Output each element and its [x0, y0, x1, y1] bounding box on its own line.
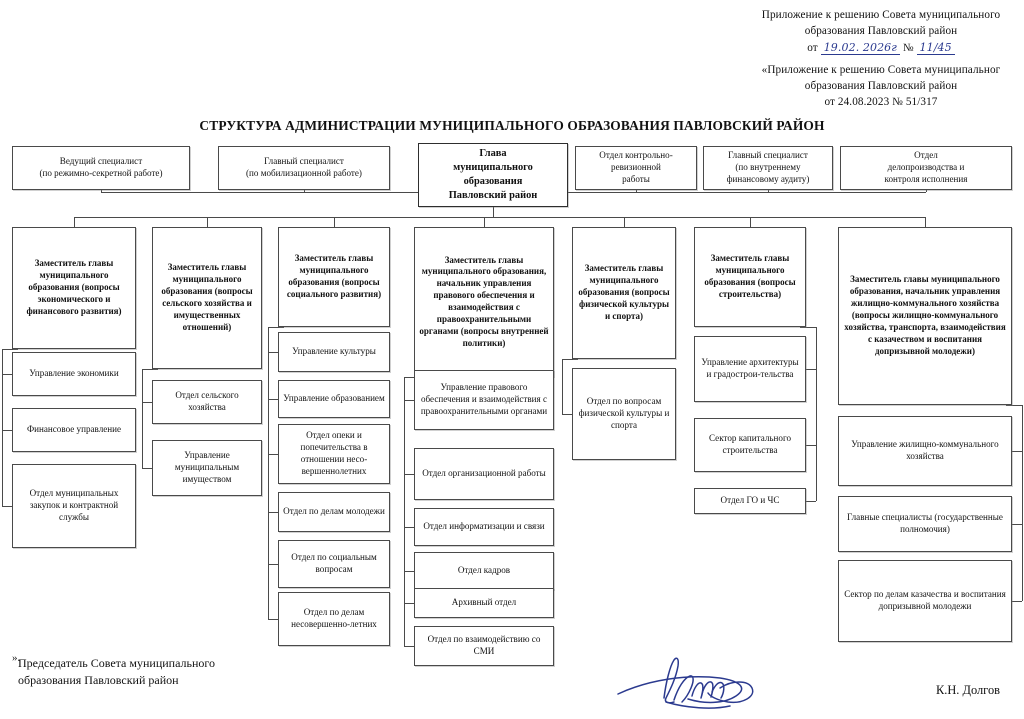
top-unit-box-3 [575, 146, 697, 190]
connector-line [1022, 405, 1023, 601]
connector-line [484, 217, 485, 227]
connector-line [207, 217, 208, 227]
unit-box-1-3 [12, 464, 136, 548]
unit-box-7-3 [838, 560, 1012, 642]
connector-line [636, 192, 768, 193]
connector-line [768, 192, 926, 193]
deputy-box-6-label: Заместитель главы муниципального образования (вопросы строительства) [704, 253, 796, 299]
unit-box-2-1 [152, 380, 262, 424]
unit-box-3-3-label: Отдел опеки и попечительства в отношении несо-вершеннолетних [300, 430, 368, 476]
connector-line [101, 190, 102, 192]
stamp-old-line1: «Приложение к решению Совета муниципальног [761, 64, 1001, 76]
connector-line [493, 207, 494, 217]
unit-box-3-6 [278, 592, 390, 646]
top-unit-box-4 [703, 146, 833, 190]
signer-role-line1: Председатель Совета муниципального [18, 656, 216, 670]
top-unit-box-5 [840, 146, 1012, 190]
unit-box-1-1-label: Управление экономики [29, 368, 119, 379]
connector-line [268, 619, 278, 620]
connector-line [568, 192, 636, 193]
unit-box-2-2 [152, 440, 262, 496]
deputy-box-2-label: Заместитель главы муниципального образования (вопросы сельского хозяйства и имущественных отношений) [161, 262, 253, 332]
connector-line [2, 349, 3, 506]
unit-box-2-2-label: Управление муниципальным имуществом [174, 450, 240, 484]
unit-box-3-4-label: Отдел по делам молодежи [283, 506, 385, 517]
unit-box-3-6-label: Отдел по делам несовершенно-летних [291, 607, 377, 629]
connector-line [268, 327, 269, 619]
connector-line [2, 506, 12, 507]
top-unit-box-3-label: Отдел контрольно- ревизионной работы [599, 150, 673, 184]
unit-box-5-1-label: Отдел по вопросам физической культуры и спорта [578, 396, 670, 430]
deputy-box-2 [152, 227, 262, 369]
unit-box-4-5-label: Архивный отдел [451, 597, 517, 608]
unit-box-6-1-label: Управление архитектуры и градострои-тельства [701, 357, 799, 379]
deputy-box-4 [414, 227, 554, 377]
unit-box-4-6 [414, 626, 554, 666]
connector-line [2, 374, 12, 375]
connector-line [806, 501, 816, 502]
top-unit-box-1 [12, 146, 190, 190]
connector-line [806, 369, 816, 370]
stamp-new-line3 [742, 40, 1020, 57]
unit-box-4-6-label: Отдел по взаимодействию со СМИ [427, 634, 541, 656]
connector-line [1012, 601, 1022, 602]
page-title: СТРУКТУРА АДМИНИСТРАЦИИ МУНИЦИПАЛЬНОГО ОБРАЗОВАНИЯ ПАВЛОВСКИЙ РАЙОН [199, 118, 825, 133]
deputy-box-1 [12, 227, 136, 349]
connector-line [404, 571, 414, 572]
connector-line [562, 359, 563, 414]
unit-box-6-2-label: Сектор капитального строительства [708, 433, 791, 455]
unit-box-3-4 [278, 492, 390, 532]
connector-line [2, 430, 12, 431]
closing-quote: ». [12, 652, 21, 664]
unit-box-1-1 [12, 352, 136, 396]
connector-line [404, 400, 414, 401]
unit-box-7-1 [838, 416, 1012, 486]
unit-box-4-2 [414, 448, 554, 500]
connector-line [2, 349, 18, 350]
unit-box-3-3 [278, 424, 390, 484]
stamp-old-line2: образования Павловский район [804, 79, 958, 92]
top-unit-box-4-label: Главный специалист (по внутреннему финансовому аудиту) [726, 150, 810, 184]
stamp-new-line2: образования Павловский район [804, 24, 958, 37]
connector-line [562, 414, 572, 415]
connector-line [562, 359, 578, 360]
stamp-old-line3: от 24.08.2023 № 51/317 [824, 95, 938, 108]
deputy-box-5 [572, 227, 676, 359]
connector-line [404, 377, 405, 646]
unit-box-3-5 [278, 540, 390, 588]
unit-box-3-1-label: Управление культуры [292, 346, 376, 357]
unit-box-4-2-label: Отдел организационной работы [422, 468, 546, 479]
deputy-box-3-label: Заместитель главы муниципального образования (вопросы социального развития) [286, 253, 382, 299]
unit-box-7-2 [838, 496, 1012, 552]
deputy-box-4-label: Заместитель главы муниципального образования, начальник управления правового обеспечения и взаимодействия с правоохранительными органами (вопросы внутренней политики) [419, 254, 549, 348]
connector-line [268, 512, 278, 513]
unit-box-3-1 [278, 332, 390, 372]
connector-line [268, 352, 278, 353]
connector-line [268, 564, 278, 565]
stamp-new-line1: Приложение к решению Совета муниципального [761, 9, 1001, 21]
appendix-stamp-old [742, 63, 1020, 111]
connector-line [926, 190, 927, 192]
top-unit-box-2-label: Главный специалист (по мобилизационной работе) [246, 156, 362, 178]
connector-line [404, 474, 414, 475]
deputy-box-7 [838, 227, 1012, 405]
connector-line [74, 217, 925, 218]
unit-box-6-1 [694, 336, 806, 402]
connector-line [142, 468, 152, 469]
head-of-administration-box-label: Глава муниципального образования Павловский район [448, 147, 538, 202]
deputy-box-6 [694, 227, 806, 327]
connector-line [925, 217, 926, 227]
connector-line [1012, 451, 1022, 452]
signature-mark [608, 652, 798, 714]
unit-box-3-2 [278, 380, 390, 418]
unit-box-3-2-label: Управление образованием [283, 393, 385, 404]
head-of-administration-box [418, 143, 568, 207]
connector-line [142, 369, 158, 370]
appendix-stamp-new [742, 8, 1020, 57]
connector-line [806, 445, 816, 446]
connector-line [404, 646, 414, 647]
unit-box-1-2-label: Финансовое управление [26, 424, 122, 435]
unit-box-2-1-label: Отдел сельского хозяйства [175, 390, 239, 412]
connector-line [304, 192, 418, 193]
connector-line [268, 327, 284, 328]
unit-box-3-5-label: Отдел по социальным вопросам [291, 552, 377, 574]
connector-line [800, 327, 816, 328]
unit-box-4-1 [414, 370, 554, 430]
connector-line [750, 217, 751, 227]
connector-line [334, 217, 335, 227]
signer-name: К.Н. Долгов [936, 683, 1000, 697]
connector-line [1012, 524, 1022, 525]
unit-box-7-2-label: Главные специалисты (государственные полномочия) [847, 512, 1003, 534]
top-unit-box-1-label: Ведущий специалист (по режимно-секретной работе) [39, 156, 163, 178]
connector-line [624, 217, 625, 227]
stamp-new-prefix: от [807, 41, 818, 54]
connector-line [404, 527, 414, 528]
connector-line [101, 192, 304, 193]
connector-line [636, 190, 637, 192]
unit-box-4-3-label: Отдел информатизации и связи [423, 521, 545, 532]
stamp-new-date-handwritten: 19.02. 2026г [821, 41, 900, 55]
signer-role-line2: образования Павловский район [18, 673, 179, 688]
unit-box-5-1 [572, 368, 676, 460]
unit-box-6-2 [694, 418, 806, 472]
connector-line [1006, 405, 1022, 406]
connector-line [816, 327, 817, 501]
connector-line [142, 369, 143, 468]
connector-line [268, 399, 278, 400]
unit-box-4-1-label: Управление правового обеспечения и взаимодействия с правоохранительными органами [420, 382, 548, 416]
unit-box-1-2 [12, 408, 136, 452]
unit-box-6-3 [694, 488, 806, 514]
signature-block [18, 655, 215, 690]
unit-box-4-4-label: Отдел кадров [457, 565, 511, 576]
top-unit-box-2 [218, 146, 390, 190]
connector-line [404, 603, 414, 604]
unit-box-4-5 [414, 588, 554, 618]
deputy-box-5-label: Заместитель главы муниципального образования (вопросы физической культуры и спорта) [578, 263, 670, 321]
connector-line [74, 217, 75, 227]
unit-box-7-1-label: Управление жилищно-коммунального хозяйства [851, 439, 999, 461]
unit-box-7-3-label: Сектор по делам казачества и воспитания допризывной молодежи [844, 589, 1006, 611]
unit-box-4-3 [414, 508, 554, 546]
deputy-box-7-label: Заместитель главы муниципального образования, начальник управления жилищно-коммунального хозяйства (вопросы жилищно-коммунального хозяйства, транспорта, взаимодействия с казачеством и воспитания допризывной молодежи) [844, 274, 1006, 356]
deputy-box-1-label: Заместитель главы муниципального образования (вопросы экономического и финансового развития) [26, 258, 122, 316]
connector-line [268, 454, 278, 455]
stamp-new-number-label: № [902, 41, 914, 54]
top-unit-box-5-label: Отдел делопроизводства и контроля исполнения [884, 150, 968, 184]
unit-box-4-4 [414, 552, 554, 590]
unit-box-6-3-label: Отдел ГО и ЧС [720, 495, 780, 506]
unit-box-1-3-label: Отдел муниципальных закупок и контрактной службы [29, 488, 119, 522]
stamp-new-number-handwritten: 11/45 [917, 41, 955, 55]
deputy-box-3 [278, 227, 390, 327]
connector-line [142, 402, 152, 403]
